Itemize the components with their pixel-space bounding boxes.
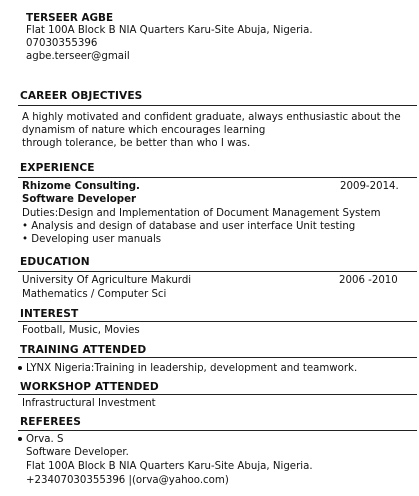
experience-dates: 2009-2014. xyxy=(340,181,399,192)
workshop-text: Infrastructural Investment xyxy=(22,398,156,409)
career-objectives-heading: CAREER OBJECTIVES xyxy=(20,90,143,102)
experience-role: Software Developer xyxy=(22,194,137,205)
education-heading: EDUCATION xyxy=(20,256,90,268)
experience-bullet-1: • Analysis and design of database and user interface Unit testing xyxy=(22,221,356,232)
training-heading: TRAINING ATTENDED xyxy=(20,344,147,356)
referees-divider xyxy=(18,430,417,431)
interest-text: Football, Music, Movies xyxy=(22,325,140,336)
career-objectives-line-1: A highly motivated and confident graduate, always enthusiastic about the xyxy=(22,112,401,123)
experience-bullet-2: • Developing user manuals xyxy=(22,234,162,245)
phone-line: 07030355396 xyxy=(26,38,98,49)
applicant-name: TERSEER AGBE xyxy=(26,12,114,24)
training-divider xyxy=(18,357,417,358)
training-bullet-icon xyxy=(18,366,22,370)
experience-divider xyxy=(18,177,417,178)
address-line: Flat 100A Block B NIA Quarters Karu-Site Abuja, Nigeria. xyxy=(26,25,313,36)
contact-block xyxy=(26,12,313,64)
training-text: LYNX Nigeria:Training in leadership, development and teamwork. xyxy=(26,363,358,374)
experience-heading: EXPERIENCE xyxy=(20,162,95,174)
education-dates: 2006 -2010 xyxy=(339,275,398,286)
interest-divider xyxy=(18,321,417,322)
career-objectives-divider xyxy=(18,105,417,106)
education-course: Mathematics / Computer Sci xyxy=(22,289,167,300)
referees-heading: REFEREES xyxy=(20,416,81,428)
email-line: agbe.terseer@gmail xyxy=(26,51,130,62)
career-objectives-line-3: through tolerance, be better than who I was. xyxy=(22,138,251,149)
education-divider xyxy=(18,271,417,272)
referee-contact: +23407030355396 |(orva@yahoo.com) xyxy=(26,475,229,486)
referee-role: Software Developer. xyxy=(26,447,129,458)
referee-name: Orva. S xyxy=(26,434,64,445)
career-objectives-line-2: dynamism of nature which encourages learning xyxy=(22,125,266,136)
interest-heading: INTEREST xyxy=(20,308,79,320)
workshop-divider xyxy=(18,394,417,395)
referee-bullet-icon xyxy=(18,437,22,441)
experience-duties: Duties:Design and Implementation of Document Management System xyxy=(22,208,381,219)
experience-company: Rhizome Consulting. xyxy=(22,181,140,192)
education-school: University Of Agriculture Makurdi xyxy=(22,275,192,286)
workshop-heading: WORKSHOP ATTENDED xyxy=(20,381,159,393)
referee-address: Flat 100A Block B NIA Quarters Karu-Site Abuja, Nigeria. xyxy=(26,461,313,472)
